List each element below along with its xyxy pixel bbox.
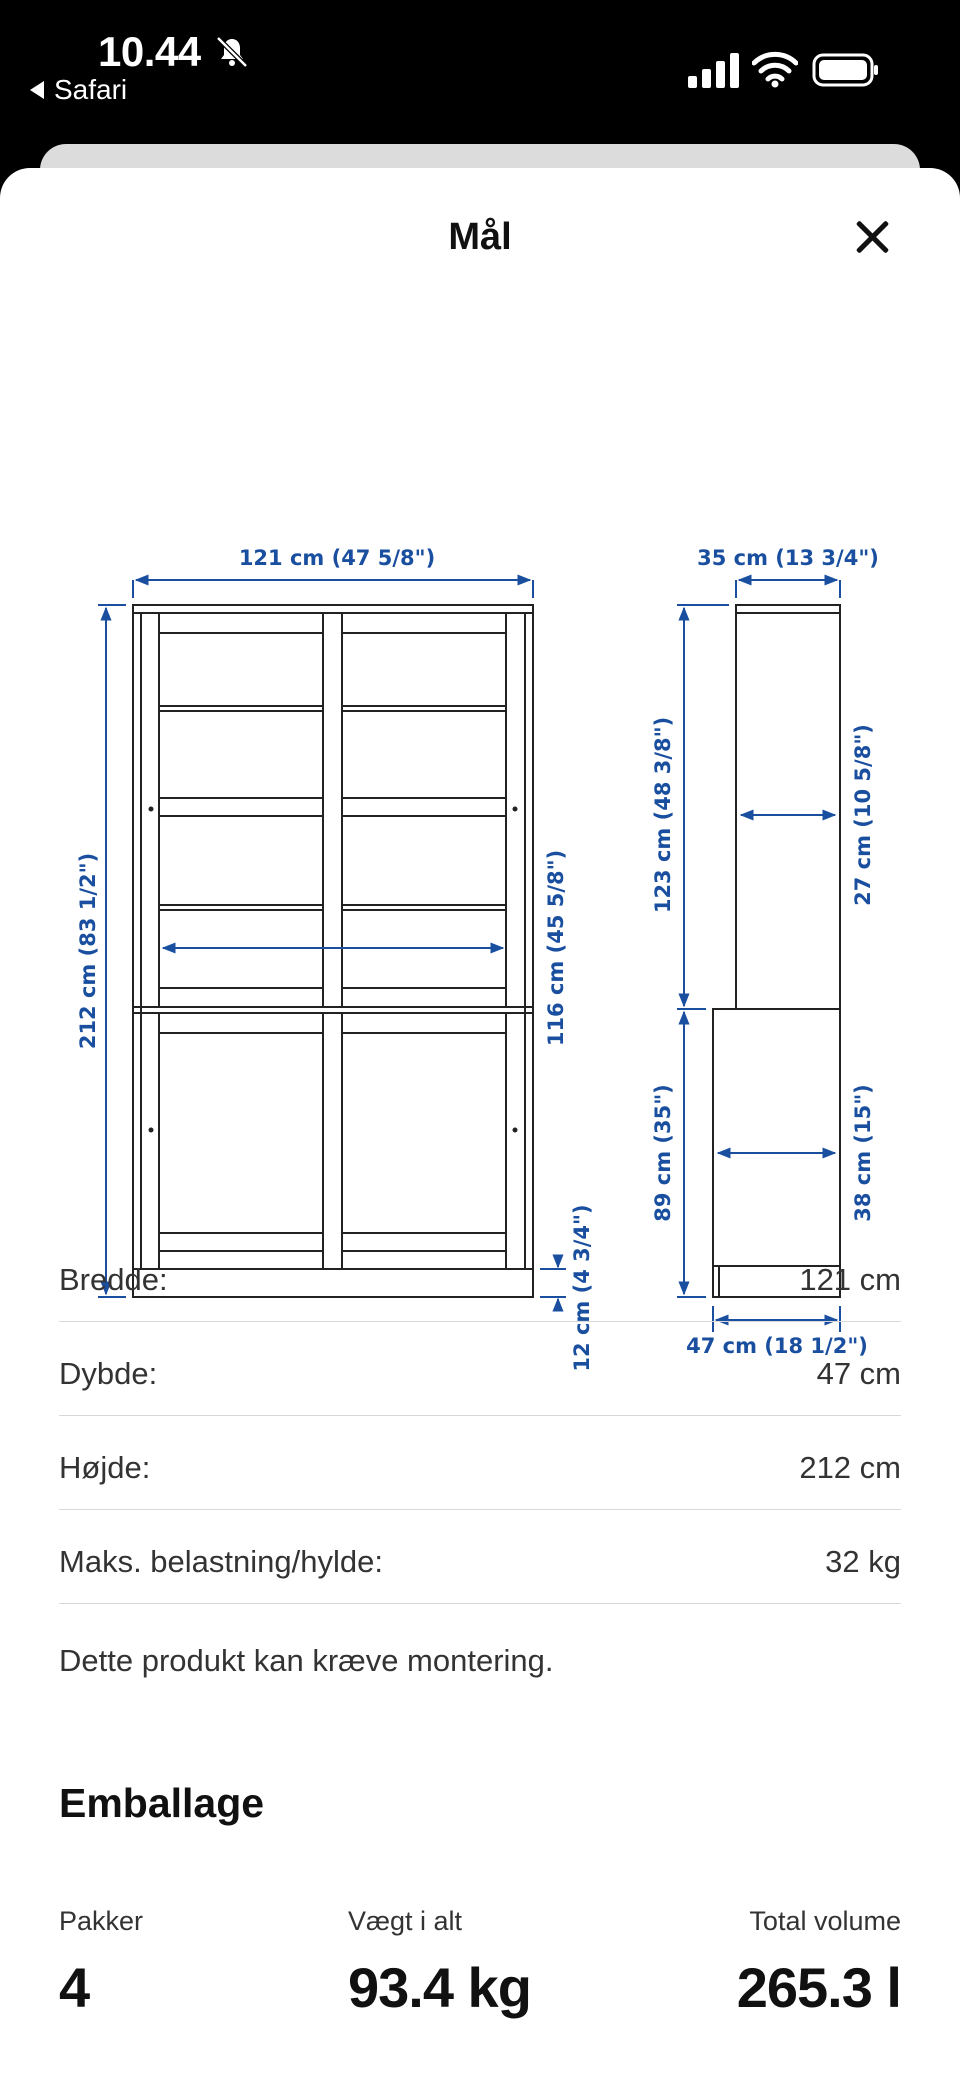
total-volume-label: Total volume	[749, 1906, 901, 1936]
dimension-drawing	[0, 358, 960, 1378]
side-top-depth-label: 35 cm (13 3/4")	[697, 546, 879, 570]
spec-value: 47 cm	[816, 1355, 901, 1391]
close-icon[interactable]	[852, 216, 892, 256]
spec-label: Dybde:	[59, 1355, 158, 1391]
side-shelf-depth-lower-label: 38 cm (15")	[851, 1084, 875, 1222]
total-weight-value: 93.4 kg	[348, 1956, 531, 2019]
packaging-title: Emballage	[59, 1780, 265, 1826]
side-view-drawing	[713, 605, 840, 1297]
status-bar	[0, 0, 960, 140]
side-lower-height-label: 89 cm (35")	[651, 1084, 675, 1222]
side-shelf-depth-upper-label: 27 cm (10 5/8")	[851, 724, 875, 906]
signal-icon	[688, 52, 740, 88]
spec-row-depth	[59, 1322, 901, 1416]
spec-row-width	[59, 1228, 901, 1322]
spec-list	[59, 1228, 901, 1604]
spec-value: 32 kg	[825, 1543, 901, 1579]
spec-label: Bredde:	[59, 1261, 168, 1297]
front-view-drawing	[133, 605, 533, 1297]
packages-label: Pakker	[59, 1906, 144, 1936]
spec-value: 212 cm	[799, 1449, 901, 1485]
front-width-label: 121 cm (47 5/8")	[238, 546, 436, 570]
spec-label: Højde:	[59, 1449, 151, 1485]
plinth-height-label: 12 cm (4 3/4")	[570, 1204, 594, 1372]
back-to-app-link[interactable]	[30, 74, 127, 106]
back-arrow-icon	[30, 81, 44, 99]
front-height-label: 212 cm (83 1/2")	[76, 852, 100, 1050]
total-volume	[737, 1906, 901, 2020]
status-time: 10.44	[98, 28, 201, 75]
spec-row-height	[59, 1416, 901, 1510]
dimensions-sheet	[0, 168, 960, 2081]
total-volume-value: 265.3 l	[736, 1956, 901, 2019]
assembly-note: Dette produkt kan kræve montering.	[59, 1643, 554, 1678]
packages-value: 4	[59, 1956, 90, 2019]
spec-label: Maks. belastning/hylde:	[59, 1543, 383, 1579]
sheet-title: Mål	[448, 216, 512, 258]
packages-count	[59, 1906, 143, 2020]
upper-height-label: 116 cm (45 5/8")	[544, 849, 568, 1047]
total-weight	[348, 1906, 531, 2020]
battery-icon	[812, 52, 880, 88]
back-app-label: Safari	[54, 74, 128, 105]
side-upper-height-label: 123 cm (48 3/8")	[651, 716, 675, 914]
total-weight-label: Vægt i alt	[348, 1906, 463, 1936]
bell-off-icon	[214, 34, 250, 70]
spec-value: 121 cm	[799, 1261, 901, 1297]
wifi-icon	[752, 50, 798, 88]
spec-row-max-load	[59, 1510, 901, 1604]
side-bottom-depth-label: 47 cm (18 1/2")	[686, 1334, 868, 1358]
